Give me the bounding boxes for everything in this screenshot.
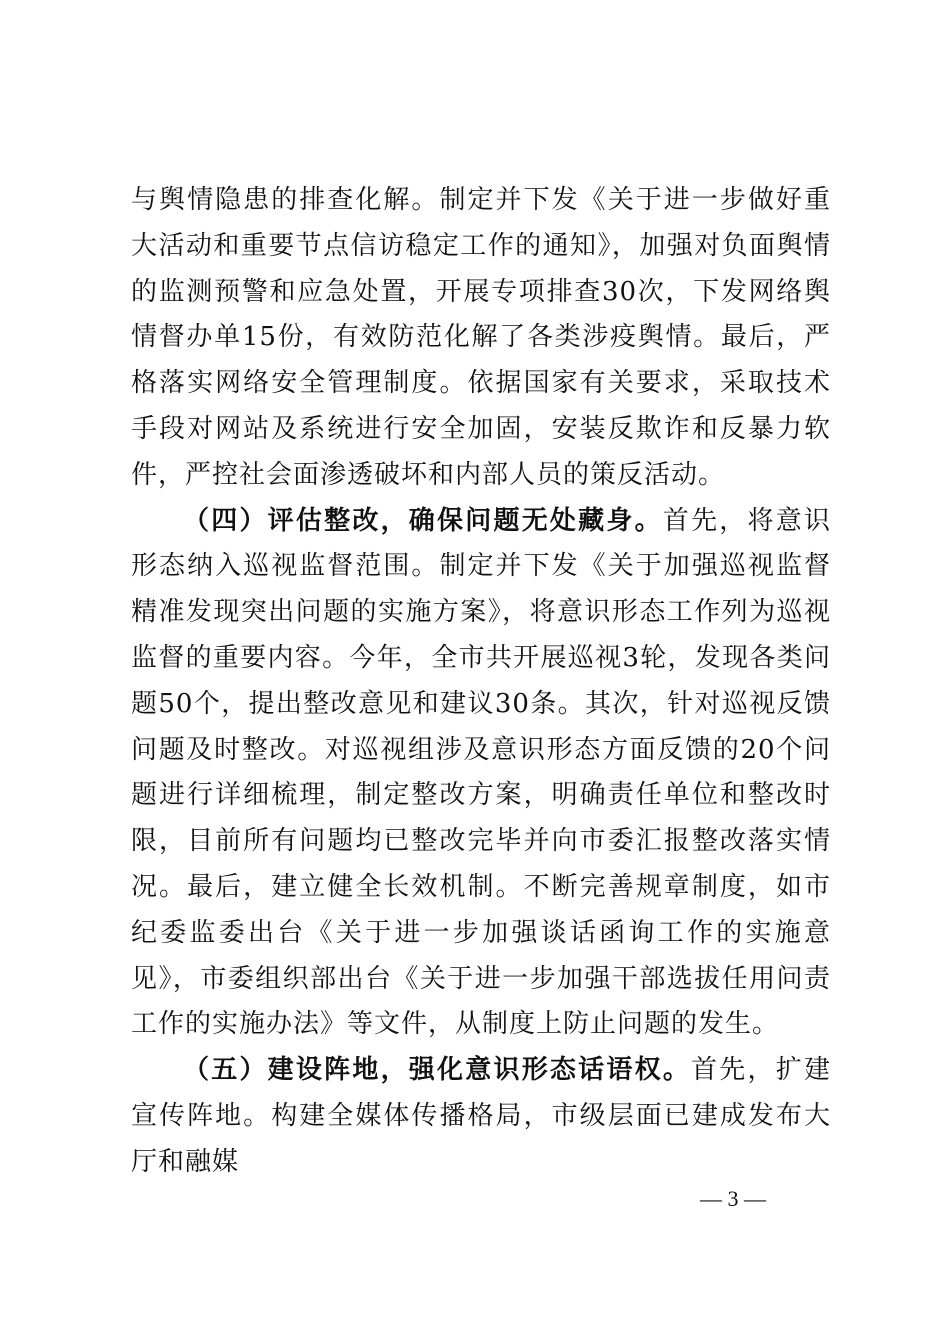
document-body (131, 178, 831, 1186)
paragraph-2-text: 首先，将意识形态纳入巡视监督范围。制定并下发《关于加强巡视监督精准发现突出问题的实施方案》，将意识形态工作列为巡视监督的重要内容。今年，全市共开展巡视3轮，发现各类问题50个，提出整改意见和建议30条。其次，针对巡视反馈问题及时整改。对巡视组涉及意识形态方面反馈的20个问题进行详细梳理，制定整改方案，明确责任单位和整改时限，目前所有问题均已整改完毕并向市委汇报整改落实情况。最后，建立健全长效机制。不断完善规章制度，如市纪委监委出台《关于进一步加强谈话函询工作的实施意见》，市委组织部出台《关于进一步加强干部选拔任用问责工作的实施办法》等文件，从制度上防止问题的发生。 (131, 505, 831, 1040)
paragraph-2 (131, 499, 831, 1049)
paragraph-1 (131, 178, 831, 499)
paragraph-3-heading: （五）建设阵地，强化意识形态话语权。 (183, 1055, 692, 1086)
paragraph-2-heading: （四）评估整改，确保问题无处藏身。 (183, 505, 663, 536)
page-number: — 3 — (700, 1186, 766, 1211)
paragraph-3 (131, 1048, 831, 1185)
paragraph-1-text: 与舆情隐患的排查化解。制定并下发《关于进一步做好重大活动和重要节点信访稳定工作的通知》，加强对负面舆情的监测预警和应急处置，开展专项排查30次，下发网络舆情督办单15份，有效防范化解了各类涉疫舆情。最后，严格落实网络安全管理制度。依据国家有关要求，采取技术手段对网站及系统进行安全加固，安装反欺诈和反暴力软件，严控社会面渗透破坏和内部人员的策反活动。 (131, 185, 831, 490)
paragraph-3-text: 首先，扩建宣传阵地。构建全媒体传播格局，市级层面已建成发布大厅和融媒 (131, 1055, 831, 1177)
